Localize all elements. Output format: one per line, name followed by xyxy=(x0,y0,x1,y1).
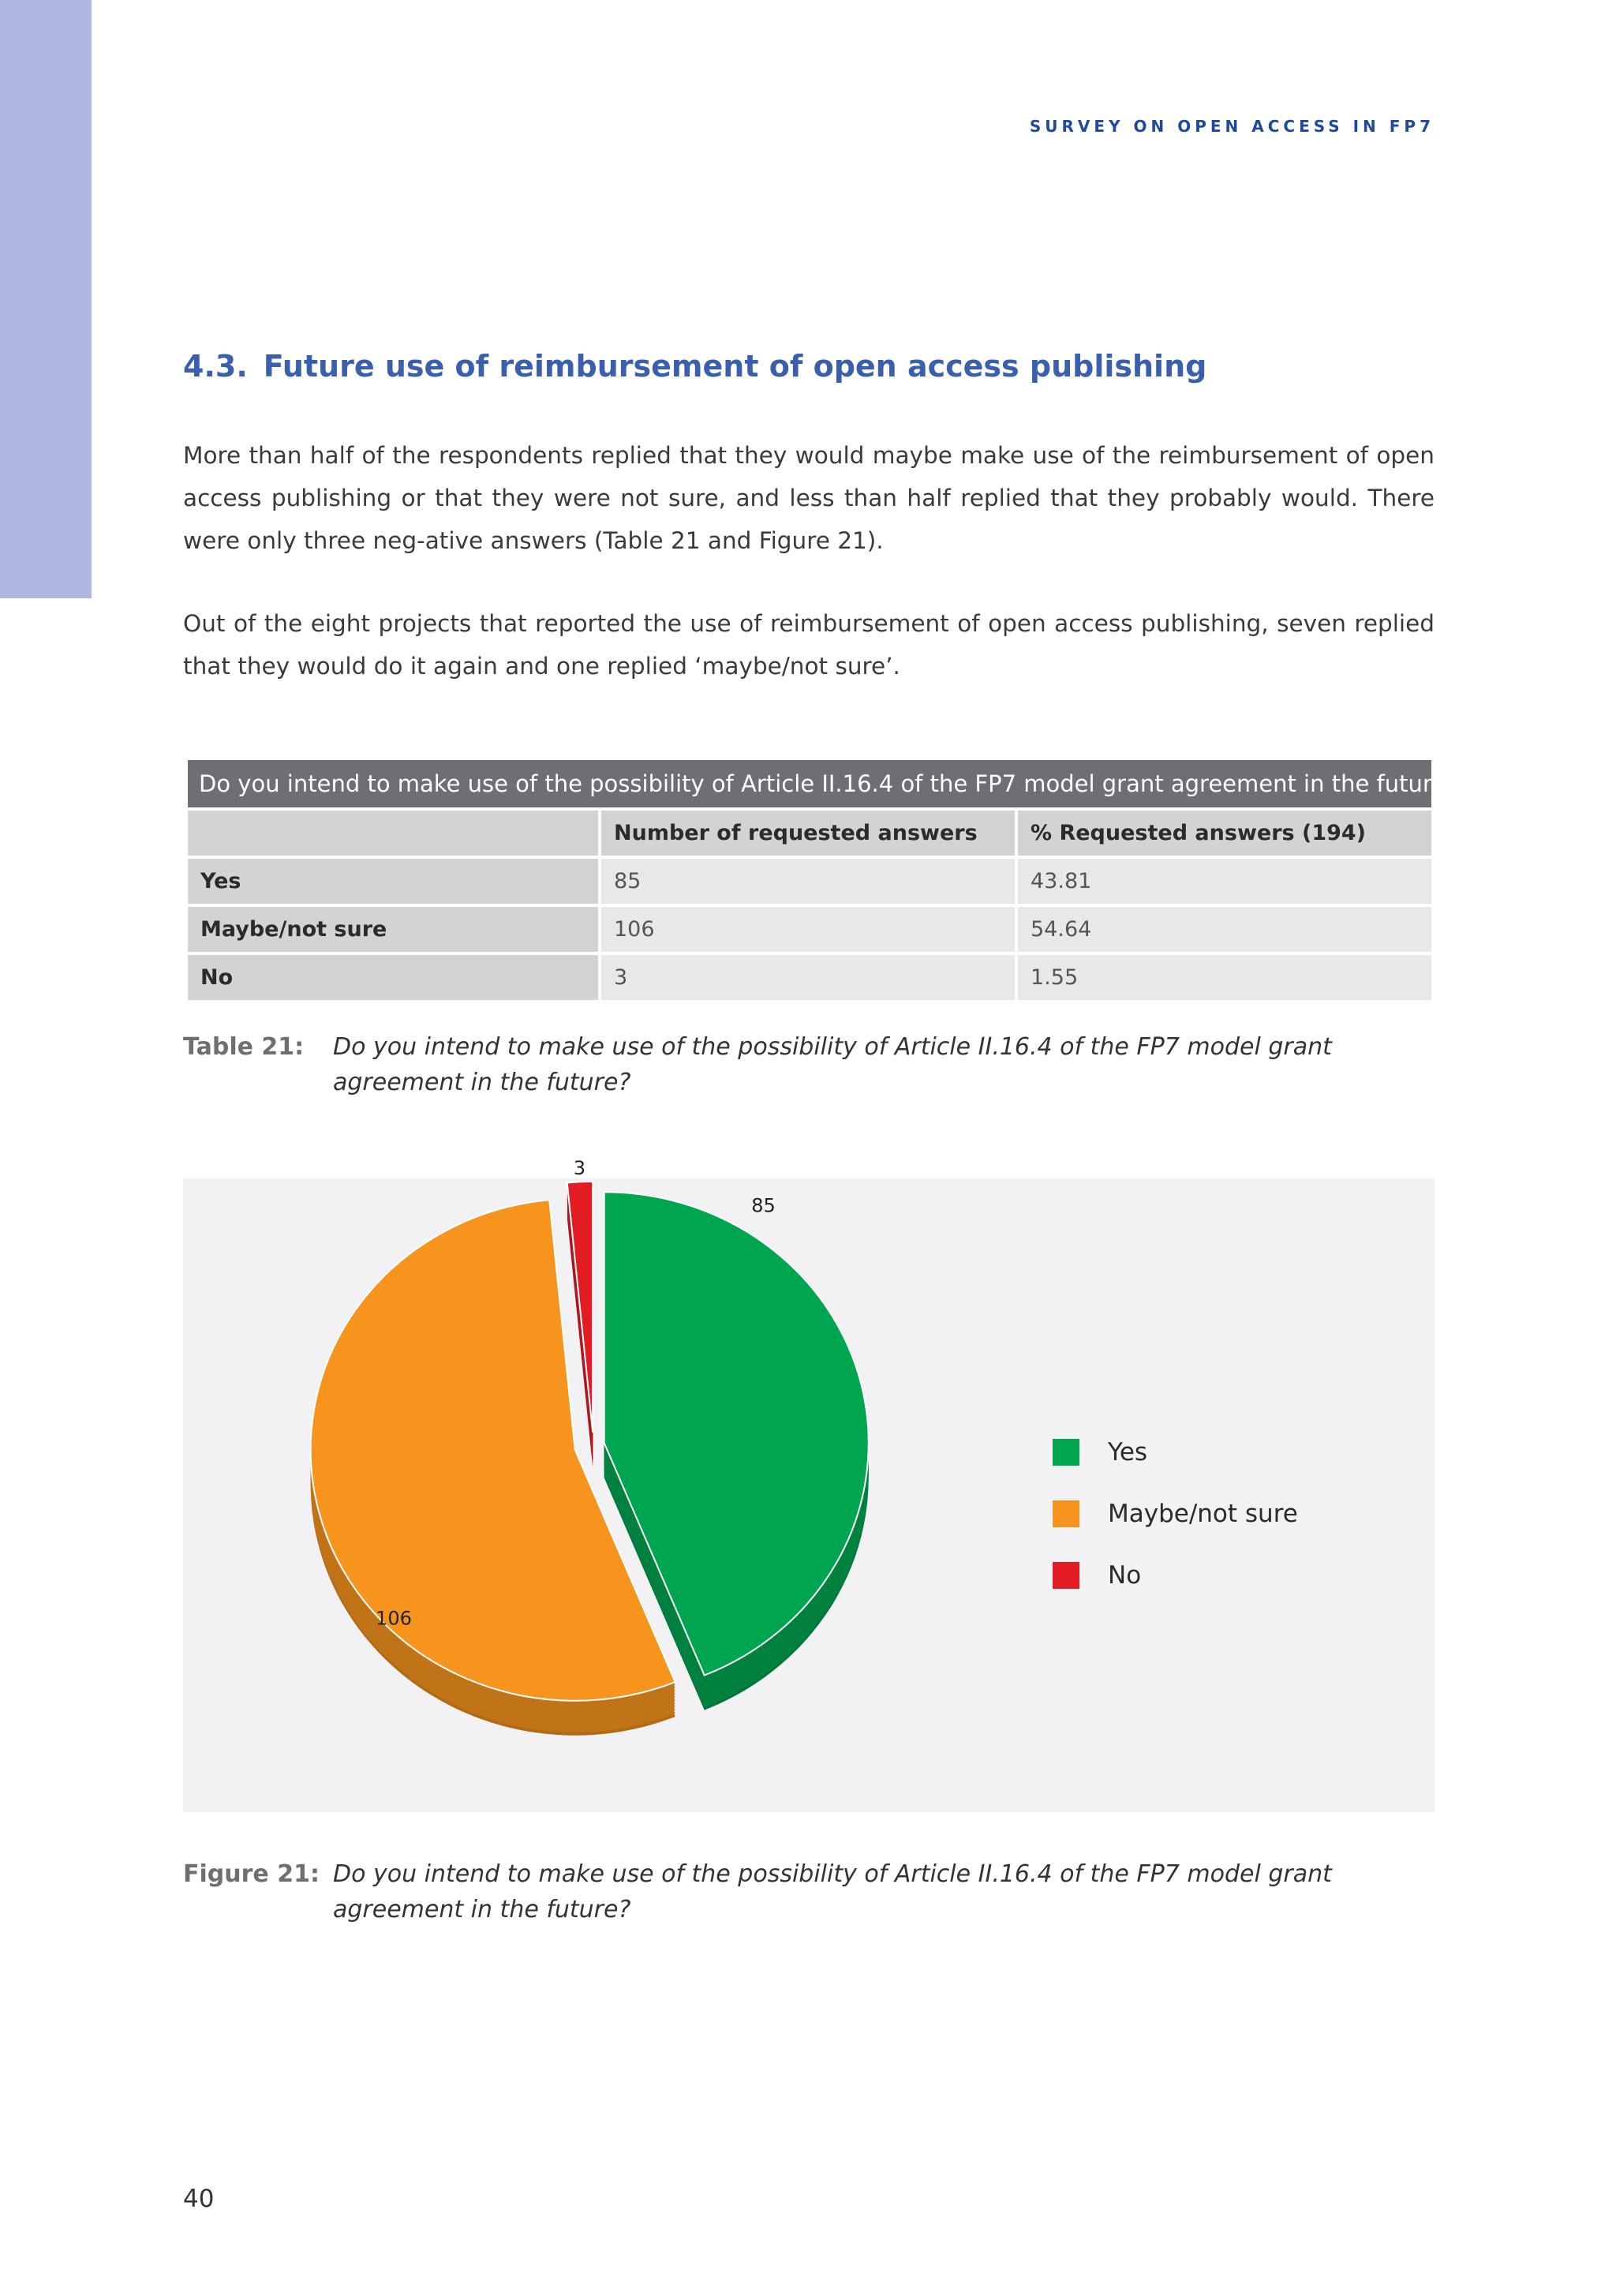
table-row-label: Yes xyxy=(188,859,598,904)
body-paragraph: More than half of the respondents replied that they would maybe make use of the reimbursement of open access publishing or that they were not sure, and less than half replied that they probably would. There were only three neg-ative answers (Table 21 and Figure 21). xyxy=(183,442,1435,554)
page-number: 40 xyxy=(183,2185,215,2213)
table-row xyxy=(188,907,1431,952)
pie-data-label: 106 xyxy=(376,1607,412,1630)
table-row-label: No xyxy=(188,955,598,1000)
figure-caption-label: Figure 21: xyxy=(183,1860,320,1888)
legend-label: No xyxy=(1108,1561,1142,1590)
pie-chart-panel xyxy=(183,1156,1435,1812)
table-cell: 3 xyxy=(601,955,1015,1000)
table-cell: 106 xyxy=(601,907,1015,952)
table-caption-text: Do you intend to make use of the possibility of Article II.16.4 of the FP7 model grant agreement in the future? xyxy=(333,1033,1332,1096)
table-cell: 85 xyxy=(601,859,1015,904)
table-cell: 1.55 xyxy=(1018,955,1431,1000)
legend-item-yes xyxy=(1053,1437,1368,1469)
table-header-cell xyxy=(188,811,598,856)
table-row xyxy=(188,955,1431,1000)
section-heading xyxy=(183,349,1206,384)
pie-chart xyxy=(183,1156,1435,1812)
side-color-tab xyxy=(0,0,92,598)
section-number: 4.3. xyxy=(183,349,248,384)
results-table xyxy=(188,760,1458,1003)
legend-item-no xyxy=(1053,1560,1368,1592)
legend-label: Yes xyxy=(1108,1438,1148,1466)
table-cell: 43.81 xyxy=(1018,859,1431,904)
pie-slice-no xyxy=(567,1182,593,1433)
legend-swatch-no xyxy=(1053,1562,1079,1589)
legend-swatch-maybe xyxy=(1053,1500,1079,1527)
table-header-cell: % Requested answers (194) xyxy=(1018,811,1431,856)
legend-item-maybe xyxy=(1053,1499,1368,1530)
table-header-cell: Number of requested answers xyxy=(601,811,1015,856)
pie-data-label: 3 xyxy=(573,1156,586,1179)
figure-caption-text: Do you intend to make use of the possibility of Article II.16.4 of the FP7 model grant agreement in the future? xyxy=(333,1860,1332,1923)
pie-data-label: 85 xyxy=(751,1194,776,1217)
legend-swatch-yes xyxy=(1053,1439,1079,1466)
section-title-text: Future use of reimbursement of open access publishing xyxy=(263,349,1207,384)
running-header: SURVEY ON OPEN ACCESS IN FP7 xyxy=(1029,117,1435,136)
table-header-row xyxy=(188,811,1431,856)
body-paragraph: Out of the eight projects that reported the use of reimbursement of open access publishing, seven replied that they would do it again and one replied ‘maybe/not sure’. xyxy=(183,610,1435,680)
table-row xyxy=(188,859,1431,904)
table-caption-label: Table 21: xyxy=(183,1033,305,1061)
table-row-label: Maybe/not sure xyxy=(188,907,598,952)
table-title: Do you intend to make use of the possibility of Article II.16.4 of the FP7 model grant agreement in the future? xyxy=(188,760,1431,807)
table-cell: 54.64 xyxy=(1018,907,1431,952)
legend-label: Maybe/not sure xyxy=(1108,1500,1298,1528)
